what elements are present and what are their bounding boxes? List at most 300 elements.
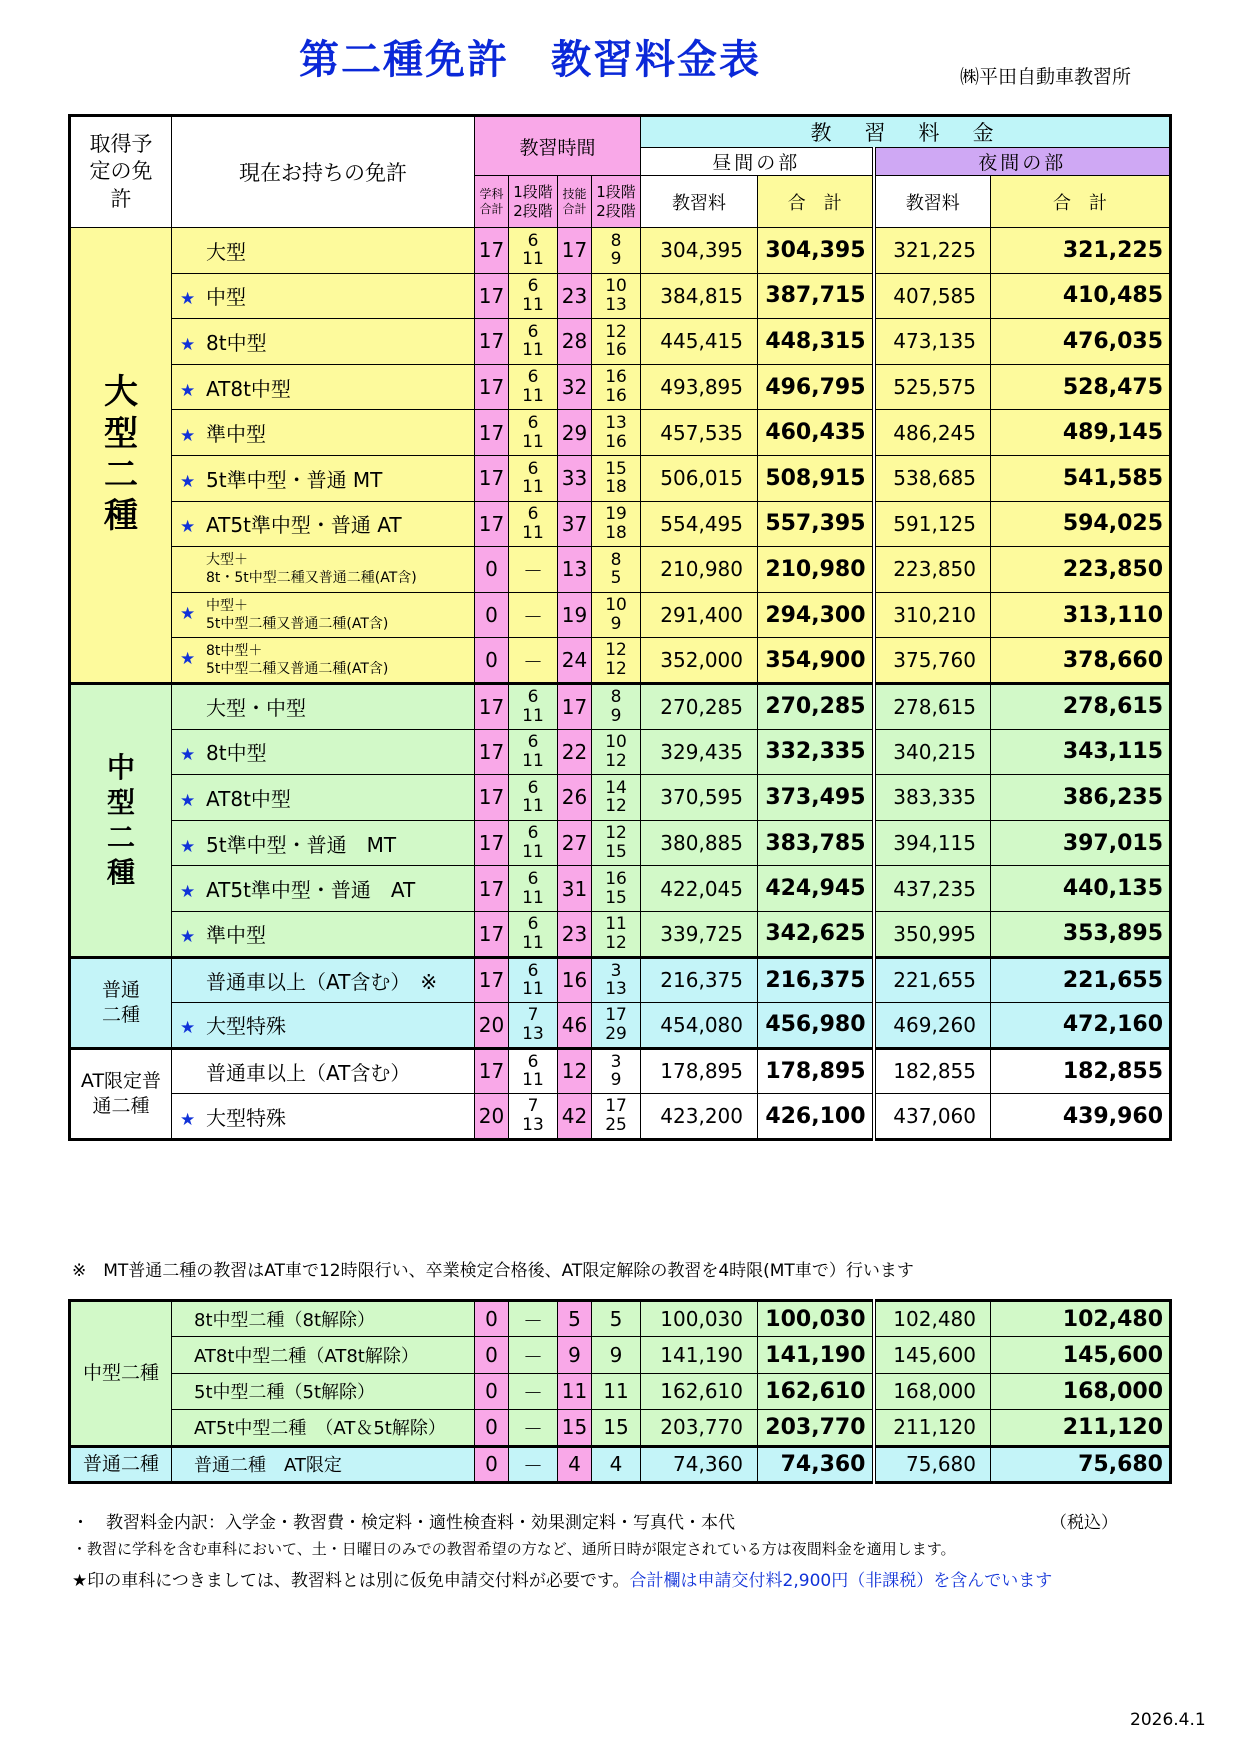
gakka-hours: 17 (475, 455, 509, 501)
category-1 (70, 683, 172, 957)
license-text: 大型特殊 (206, 1014, 286, 1039)
header-night-fee: 教習料 (874, 176, 991, 228)
ginou-hours: 19 (558, 592, 592, 638)
header-night: 夜間の部 (874, 148, 1171, 176)
table-row (70, 775, 1171, 821)
license-text: 中型＋ 5t中型二種又普通二種(AT含) (206, 597, 389, 633)
current-license (172, 1048, 475, 1094)
night-total: 211,120 (991, 1410, 1171, 1446)
stage-ginou-hours: 8 9 (592, 228, 641, 274)
day-fee: 422,045 (641, 866, 758, 912)
day-fee: 384,815 (641, 273, 758, 319)
star-icon: ★ (180, 790, 196, 811)
ginou-hours: 16 (558, 957, 592, 1003)
day-fee: 454,080 (641, 1003, 758, 1049)
night-fee: 75,680 (874, 1446, 991, 1482)
night-fee: 473,135 (874, 319, 991, 365)
gakka-hours: 0 (475, 1337, 509, 1373)
day-total: 508,915 (758, 455, 874, 501)
day-fee: 329,435 (641, 729, 758, 775)
license-text: 普通二種 AT限定 (194, 1455, 342, 1477)
page-title: 第二種免許 教習料金表 (299, 37, 761, 83)
star-icon: ★ (180, 517, 196, 538)
day-total: 424,945 (758, 866, 874, 912)
license-text: 大型 (206, 239, 246, 264)
stage-hours: － (509, 1337, 558, 1373)
category-3 (70, 1048, 172, 1139)
current-license (172, 319, 475, 365)
stage-hours: 6 11 (509, 683, 558, 729)
ginou-hours: 4 (558, 1446, 592, 1482)
table-row (70, 1410, 1171, 1446)
night-fee: 223,850 (874, 547, 991, 593)
current-license (172, 683, 475, 729)
license-text: 8t中型 (206, 741, 267, 766)
stage-hours: 6 11 (509, 957, 558, 1003)
stage-ginou-hours: 12 12 (592, 638, 641, 684)
star-icon: ★ (180, 604, 196, 625)
stage-hours: － (509, 1446, 558, 1482)
license-text: AT5t中型二種 （AT＆5t解除） (194, 1418, 446, 1440)
stage-ginou-hours: 10 12 (592, 729, 641, 775)
night-total: 472,160 (991, 1003, 1171, 1049)
stage-hours: 6 11 (509, 911, 558, 957)
current-license (172, 866, 475, 912)
category-label: AT限定普通二種 (80, 1070, 162, 1117)
stage-hours: 6 11 (509, 1048, 558, 1094)
license-text: 大型＋ 8t・5t中型二種又普通二種(AT含) (206, 552, 417, 587)
gakka-hours: 0 (475, 1410, 509, 1446)
day-total: 373,495 (758, 775, 874, 821)
ginou-hours: 37 (558, 501, 592, 547)
night-fee: 469,260 (874, 1003, 991, 1049)
table-row (70, 683, 1171, 729)
night-total: 476,035 (991, 319, 1171, 365)
current-license (172, 455, 475, 501)
stage-ginou-hours: 11 12 (592, 911, 641, 957)
star-icon: ★ (180, 380, 196, 401)
second-fee-table (68, 1299, 1172, 1484)
current-license (172, 410, 475, 456)
table-row (70, 364, 1171, 410)
current-license (172, 638, 475, 684)
stage-ginou-hours: 16 15 (592, 866, 641, 912)
day-total: 74,360 (758, 1446, 874, 1482)
gakka-hours: 17 (475, 364, 509, 410)
ginou-hours: 22 (558, 729, 592, 775)
stage-ginou-hours: 4 (592, 1446, 641, 1482)
table-row (70, 410, 1171, 456)
night-total: 541,585 (991, 455, 1171, 501)
day-total: 354,900 (758, 638, 874, 684)
stage-hours: 6 11 (509, 775, 558, 821)
stage-ginou-hours: 15 (592, 1410, 641, 1446)
stage-ginou-hours: 13 16 (592, 410, 641, 456)
day-fee: 352,000 (641, 638, 758, 684)
gakka-hours: 17 (475, 410, 509, 456)
stage-hours: 6 11 (509, 273, 558, 319)
stage-hours: 6 11 (509, 820, 558, 866)
gakka-hours: 17 (475, 319, 509, 365)
day-fee: 370,595 (641, 775, 758, 821)
gakka-hours: 0 (475, 1373, 509, 1409)
night-fee: 168,000 (874, 1373, 991, 1409)
category-second-0: 中型二種 (70, 1301, 172, 1447)
table-row (70, 1003, 1171, 1049)
license-text: AT5t準中型・普通 AT (206, 878, 416, 903)
night-fee: 182,855 (874, 1048, 991, 1094)
license-text: 大型特殊 (206, 1105, 286, 1130)
table-row (70, 1048, 1171, 1094)
table-row (70, 1301, 1171, 1337)
stage-ginou-hours: 12 16 (592, 319, 641, 365)
current-license (172, 592, 475, 638)
day-fee: 291,400 (641, 592, 758, 638)
gakka-hours: 17 (475, 273, 509, 319)
night-total: 182,855 (991, 1048, 1171, 1094)
night-total: 343,115 (991, 729, 1171, 775)
star-icon: ★ (180, 745, 196, 766)
night-total: 221,655 (991, 957, 1171, 1003)
header-day-total: 合 計 (758, 176, 874, 228)
stage-ginou-hours: 3 9 (592, 1048, 641, 1094)
night-total: 75,680 (991, 1446, 1171, 1482)
night-total: 386,235 (991, 775, 1171, 821)
day-total: 294,300 (758, 592, 874, 638)
category-label: 普通二種 (101, 978, 140, 1026)
gakka-hours: 17 (475, 775, 509, 821)
gakka-hours: 17 (475, 501, 509, 547)
day-fee: 304,395 (641, 228, 758, 274)
stage-ginou-hours: 14 12 (592, 775, 641, 821)
day-total: 210,980 (758, 547, 874, 593)
day-fee: 493,895 (641, 364, 758, 410)
gakka-hours: 20 (475, 1094, 509, 1140)
license-text: 5t準中型・普通 MT (206, 467, 383, 492)
star-icon: ★ (180, 334, 196, 355)
table-row (70, 729, 1171, 775)
star-icon: ★ (180, 927, 196, 948)
day-total: 100,030 (758, 1301, 874, 1337)
ginou-hours: 12 (558, 1048, 592, 1094)
ginou-hours: 5 (558, 1301, 592, 1337)
table-row (70, 228, 1171, 274)
table-row (70, 592, 1171, 638)
stage-ginou-hours: 17 25 (592, 1094, 641, 1140)
stage-ginou-hours: 3 13 (592, 957, 641, 1003)
gakka-hours: 0 (475, 1446, 509, 1482)
night-total: 440,135 (991, 866, 1171, 912)
ginou-hours: 46 (558, 1003, 592, 1049)
night-total: 594,025 (991, 501, 1171, 547)
day-fee: 74,360 (641, 1446, 758, 1482)
fee-table (68, 114, 1172, 1141)
night-total: 378,660 (991, 638, 1171, 684)
day-total: 557,395 (758, 501, 874, 547)
night-total: 145,600 (991, 1337, 1171, 1373)
day-total: 387,715 (758, 273, 874, 319)
current-license (172, 1446, 475, 1482)
day-fee: 210,980 (641, 547, 758, 593)
day-total: 178,895 (758, 1048, 874, 1094)
night-fee: 394,115 (874, 820, 991, 866)
footer-tax: （税込） (1050, 1513, 1118, 1533)
night-total: 223,850 (991, 547, 1171, 593)
current-license (172, 911, 475, 957)
night-fee: 437,235 (874, 866, 991, 912)
header-stage2: 1段階2段階 (592, 176, 641, 228)
gakka-hours: 17 (475, 911, 509, 957)
table-row (70, 319, 1171, 365)
stage-hours: 6 11 (509, 501, 558, 547)
ginou-hours: 29 (558, 410, 592, 456)
day-total: 426,100 (758, 1094, 874, 1140)
ginou-hours: 28 (558, 319, 592, 365)
ginou-hours: 17 (558, 683, 592, 729)
stage-hours: 6 11 (509, 866, 558, 912)
license-text: 中型 (206, 285, 246, 310)
gakka-hours: 20 (475, 1003, 509, 1049)
license-text: 8t中型＋ 5t中型二種又普通二種(AT含) (206, 642, 389, 678)
night-total: 168,000 (991, 1373, 1171, 1409)
license-text: 普通車以上（AT含む） ※ (206, 969, 438, 994)
ginou-hours: 13 (558, 547, 592, 593)
gakka-hours: 17 (475, 683, 509, 729)
table-row (70, 866, 1171, 912)
stage-ginou-hours: 17 29 (592, 1003, 641, 1049)
current-license (172, 228, 475, 274)
current-license (172, 547, 475, 593)
stage-hours: 7 13 (509, 1094, 558, 1140)
stage-ginou-hours: 19 18 (592, 501, 641, 547)
category-0 (70, 228, 172, 684)
ginou-hours: 17 (558, 228, 592, 274)
license-text: 8t中型二種（8t解除） (194, 1310, 376, 1332)
night-total: 528,475 (991, 364, 1171, 410)
category-label: 大型二種 (104, 372, 138, 537)
stage-hours: 6 11 (509, 364, 558, 410)
table-row (70, 455, 1171, 501)
gakka-hours: 17 (475, 1048, 509, 1094)
header-fee-group: 教 習 料 金 (641, 116, 1171, 148)
stage-hours: － (509, 1373, 558, 1409)
night-fee: 211,120 (874, 1410, 991, 1446)
stage-hours: 6 11 (509, 729, 558, 775)
star-icon: ★ (180, 289, 196, 310)
footer-night-rule: ・教習に学科を含む車科において、土・日曜日のみでの教習希望の方など、通所日時が限定されている方は夜間料金を適用します。 (72, 1540, 956, 1558)
stage-hours: 6 11 (509, 455, 558, 501)
gakka-hours: 0 (475, 547, 509, 593)
stage-ginou-hours: 10 13 (592, 273, 641, 319)
day-total: 383,785 (758, 820, 874, 866)
night-total: 410,485 (991, 273, 1171, 319)
license-text: AT8t中型 (206, 786, 291, 811)
current-license (172, 1337, 475, 1373)
stage-hours: 6 11 (509, 319, 558, 365)
header-ginou: 技能合計 (558, 176, 592, 228)
table-row (70, 957, 1171, 1003)
star-icon: ★ (180, 882, 196, 903)
gakka-hours: 17 (475, 957, 509, 1003)
category-second-1: 普通二種 (70, 1446, 172, 1482)
license-text: 普通車以上（AT含む） (206, 1060, 411, 1085)
star-icon: ★ (180, 1018, 196, 1039)
ginou-hours: 31 (558, 866, 592, 912)
gakka-hours: 0 (475, 592, 509, 638)
stage-ginou-hours: 10 9 (592, 592, 641, 638)
ginou-hours: 11 (558, 1373, 592, 1409)
ginou-hours: 15 (558, 1410, 592, 1446)
night-total: 278,615 (991, 683, 1171, 729)
night-fee: 310,210 (874, 592, 991, 638)
license-text: 5t中型二種（5t解除） (194, 1382, 376, 1404)
day-fee: 445,415 (641, 319, 758, 365)
gakka-hours: 17 (475, 228, 509, 274)
night-fee: 383,335 (874, 775, 991, 821)
stage-ginou-hours: 9 (592, 1337, 641, 1373)
night-fee: 350,995 (874, 911, 991, 957)
day-total: 203,770 (758, 1410, 874, 1446)
star-icon: ★ (180, 649, 196, 670)
gakka-hours: 0 (475, 638, 509, 684)
night-total: 439,960 (991, 1094, 1171, 1140)
table-row (70, 1446, 1171, 1482)
day-total: 304,395 (758, 228, 874, 274)
night-total: 353,895 (991, 911, 1171, 957)
night-fee: 102,480 (874, 1301, 991, 1337)
day-total: 270,285 (758, 683, 874, 729)
star-icon: ★ (180, 426, 196, 447)
stage-ginou-hours: 16 16 (592, 364, 641, 410)
current-license (172, 1094, 475, 1140)
stage-hours: 6 11 (509, 410, 558, 456)
table-row (70, 820, 1171, 866)
ginou-hours: 27 (558, 820, 592, 866)
header-current-license: 現在お持ちの免許 (172, 116, 475, 228)
issue-date: 2026.4.1 (1130, 1710, 1206, 1730)
ginou-hours: 23 (558, 273, 592, 319)
night-fee: 407,585 (874, 273, 991, 319)
current-license (172, 1410, 475, 1446)
night-total: 397,015 (991, 820, 1171, 866)
header-target-license: 取得予定の免許 (70, 116, 172, 228)
current-license (172, 501, 475, 547)
day-total: 460,435 (758, 410, 874, 456)
day-fee: 100,030 (641, 1301, 758, 1337)
day-fee: 162,610 (641, 1373, 758, 1409)
ginou-hours: 23 (558, 911, 592, 957)
night-total: 489,145 (991, 410, 1171, 456)
star-icon: ★ (180, 836, 196, 857)
day-fee: 203,770 (641, 1410, 758, 1446)
day-total: 448,315 (758, 319, 874, 365)
school-name: ㈱平田自動車教習所 (960, 66, 1132, 88)
day-total: 456,980 (758, 1003, 874, 1049)
day-fee: 423,200 (641, 1094, 758, 1140)
gakka-hours: 17 (475, 820, 509, 866)
day-fee: 178,895 (641, 1048, 758, 1094)
night-fee: 538,685 (874, 455, 991, 501)
current-license (172, 1003, 475, 1049)
note-mt: ※ MT普通二種の教習はAT車で12時限行い、卒業検定合格後、AT限定解除の教習を4時限(MT車で）行います (72, 1261, 914, 1281)
current-license (172, 364, 475, 410)
stage-hours: － (509, 638, 558, 684)
day-fee: 141,190 (641, 1337, 758, 1373)
day-total: 332,335 (758, 729, 874, 775)
table-row (70, 1094, 1171, 1140)
category-label: 中型二種 (106, 751, 135, 890)
day-total: 216,375 (758, 957, 874, 1003)
day-fee: 339,725 (641, 911, 758, 957)
stage-hours: － (509, 592, 558, 638)
gakka-hours: 0 (475, 1301, 509, 1337)
stage-ginou-hours: 5 (592, 1301, 641, 1337)
current-license (172, 775, 475, 821)
night-fee: 145,600 (874, 1337, 991, 1373)
current-license (172, 729, 475, 775)
gakka-hours: 17 (475, 729, 509, 775)
day-total: 141,190 (758, 1337, 874, 1373)
header-stage: 1段階2段階 (509, 176, 558, 228)
current-license (172, 820, 475, 866)
stage-hours: － (509, 1410, 558, 1446)
gakka-hours: 17 (475, 866, 509, 912)
current-license (172, 957, 475, 1003)
day-fee: 554,495 (641, 501, 758, 547)
day-fee: 457,535 (641, 410, 758, 456)
header-day-fee: 教習料 (641, 176, 758, 228)
night-fee: 278,615 (874, 683, 991, 729)
stage-hours: 7 13 (509, 1003, 558, 1049)
day-fee: 216,375 (641, 957, 758, 1003)
stage-ginou-hours: 12 15 (592, 820, 641, 866)
table-row (70, 911, 1171, 957)
ginou-hours: 42 (558, 1094, 592, 1140)
license-text: AT5t準中型・普通 AT (206, 513, 402, 538)
footer-breakdown: ・ 教習料金内訳：入学金・教習費・検定料・適性検査料・効果測定料・写真代・本代 (72, 1513, 735, 1533)
header-night-total: 合 計 (991, 176, 1171, 228)
night-fee: 525,575 (874, 364, 991, 410)
license-text: 5t準中型・普通 MT (206, 832, 397, 857)
stage-ginou-hours: 8 5 (592, 547, 641, 593)
night-fee: 591,125 (874, 501, 991, 547)
night-total: 102,480 (991, 1301, 1171, 1337)
day-fee: 380,885 (641, 820, 758, 866)
license-text: 大型・中型 (206, 696, 306, 721)
header-gakka: 学科合計 (475, 176, 509, 228)
current-license (172, 1373, 475, 1409)
stage-ginou-hours: 15 18 (592, 455, 641, 501)
day-total: 342,625 (758, 911, 874, 957)
table-row (70, 1373, 1171, 1409)
license-text: 準中型 (206, 923, 266, 948)
footer-star-note: ★印の車科につきましては、教習料とは別に仮免申請交付料が必要です。合計欄は申請交付料2,900円（非課税）を含んでいます (72, 1571, 1053, 1591)
night-total: 321,225 (991, 228, 1171, 274)
category-2 (70, 957, 172, 1048)
night-fee: 437,060 (874, 1094, 991, 1140)
license-text: AT8t中型 (206, 376, 291, 401)
night-fee: 321,225 (874, 228, 991, 274)
stage-hours: － (509, 547, 558, 593)
day-fee: 506,015 (641, 455, 758, 501)
ginou-hours: 32 (558, 364, 592, 410)
night-fee: 221,655 (874, 957, 991, 1003)
header-hours: 教習時間 (475, 116, 641, 176)
night-fee: 486,245 (874, 410, 991, 456)
ginou-hours: 26 (558, 775, 592, 821)
stage-ginou-hours: 8 9 (592, 683, 641, 729)
ginou-hours: 33 (558, 455, 592, 501)
